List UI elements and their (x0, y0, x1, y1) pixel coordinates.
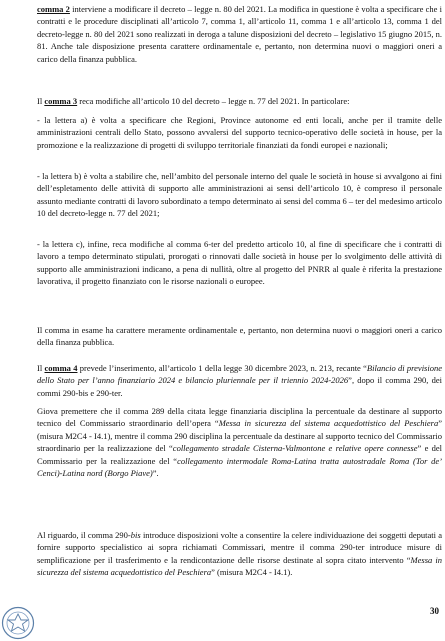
paragraph-lettera-b: - la lettera b) è volta a stabilire che, nell’ambito del personale interno del quale le società in house si avvalgono ai fini dell’espletamento delle attività di supporto alle amministrazioni ai sensi dell’articolo 10, è compreso il personale assunto mediante contratti di lavoro subordinato a tempo determinato ai sensi del comma 6 – ter del medesimo articolo 10 del decreto-legge n. 77 del 2021; (37, 171, 442, 219)
paragraph-comma-3 (37, 95, 442, 107)
law-title: Bilancio di previsione dello Stato per l’anno finanziario 2024 e bilancio pluriennale per il triennio 2024-2026 (37, 363, 442, 386)
paragraph-text: ”, dopo il comma 290, dei commi 290-bis e 290-ter. (37, 375, 443, 398)
paragraph-text: Giova premettere che il comma 289 della citata legge finanziaria disciplina la percentuale da destinare al supporto tecnico del Commissario straordinario dell’opera “ (37, 406, 442, 429)
paragraph-text: ”. (152, 468, 159, 479)
paragraph-text: ” e del Commissario per la realizzazione del “ (37, 443, 443, 466)
paragraph-text: reca modifiche all’articolo 10 del decreto – legge n. 77 del 2021. In particolare: (77, 96, 350, 106)
paragraph-comma-2 (37, 3, 442, 65)
paragraph-text: Il (37, 363, 45, 373)
paragraph-lettera-a: - la lettera a) è volta a specificare che Regioni, Province autonome ed enti locali, anche per il tramite delle amministrazioni centrali dello Stato, possono avvalersi del supporto tecnico-operativo delle società in house, per la promozione e la realizzazione di progetti di sviluppo territoriale finanziati da fondi europei e nazionali; (37, 115, 442, 150)
page-number: 30 (430, 606, 439, 616)
project-title: Messa in sicurezza del sistema acquedottistico del Peschiera (37, 554, 442, 578)
paragraph-lettera-c: - la lettera c), infine, reca modifiche al comma 6-ter del predetto articolo 10, al fine di specificare che i contratti di lavoro a tempo determinato stipulati, prorogati o rinnovati dalle società in house per lo svolgimento delle attività di supporto alle amministrazioni indicano, a pena di nullità, oltre al progetto del PNRR al quale è riferita la prestazione lavorativa, il progetto finanziato con le risorse nazionali o europee. (37, 239, 442, 287)
paragraph-text: ” (misura M2C4 - I4.1), mentre il comma 290 disciplina la percentuale da destinare al supporto tecnico del Commissario straordinario per la realizzazione del “ (37, 418, 442, 454)
paragraph-comma-4 (37, 362, 442, 399)
paragraph-text: Il (37, 96, 45, 106)
comma-2-ref: comma 2 (37, 4, 70, 14)
paragraph-text: Al riguardo, il comma 290- (37, 530, 131, 540)
project-title: Messa in sicurezza del sistema acquedottistico del Peschiera (218, 418, 439, 429)
paragraph-text: interviene a modificare il decreto – legge n. 80 del 2021. La modifica in questione è volta a specificare che i contratti e le procedure disciplinati all’articolo 7, comma 1, all’articolo 11, comma 1 e all’articolo 13, comma 1 del decreto-legge n. 80 del 2021 sono realizzati in deroga a talune disposizioni del decreto – legislativo 15 giugno 2015, n. 81. Anche tale disposizione presenta carattere ordinamentale e, pertanto, non determina nuovi o maggiori oneri a carico della finanza pubblica. (37, 4, 442, 64)
seal-emblem-icon (1, 606, 35, 640)
project-title: collegamento stradale Cisterna-Valmontone e relative opere connesse (172, 443, 418, 454)
paragraph-al-riguardo (37, 529, 442, 579)
paragraph-text: bis (130, 530, 141, 540)
comma-4-ref: comma 4 (44, 363, 78, 373)
paragraph-giova-premettere (37, 405, 442, 479)
paragraph-comma-ordinamentale: Il comma in esame ha carattere meramente ordinamentale e, pertanto, non determina nuovi o maggiori oneri a carico della finanza pubblica. (37, 325, 442, 348)
paragraph-text: prevede l’inserimento, all’articolo 1 della legge 30 dicembre 2023, n. 213, recante “ (77, 363, 367, 373)
comma-3-ref: comma 3 (44, 96, 78, 106)
paragraph-text: introduce disposizioni volte a consentire la celere individuazione dei soggetti deputati a fornire supporto specialistico ai sopra richiamati Commissari, mentre il comma 290-ter introduce misure di semplificazione per il trasferimento e la rendicontazione delle risorse destinate al sopra citato intervento “ (37, 530, 442, 565)
paragraph-text: ” (misura M2C4 - I4.1). (211, 567, 293, 578)
project-title: collegamento intermodale Roma-Latina tratta autostradale Roma (Tor de’ Cenci)-Latina nord (Borgo Piave) (37, 455, 442, 479)
